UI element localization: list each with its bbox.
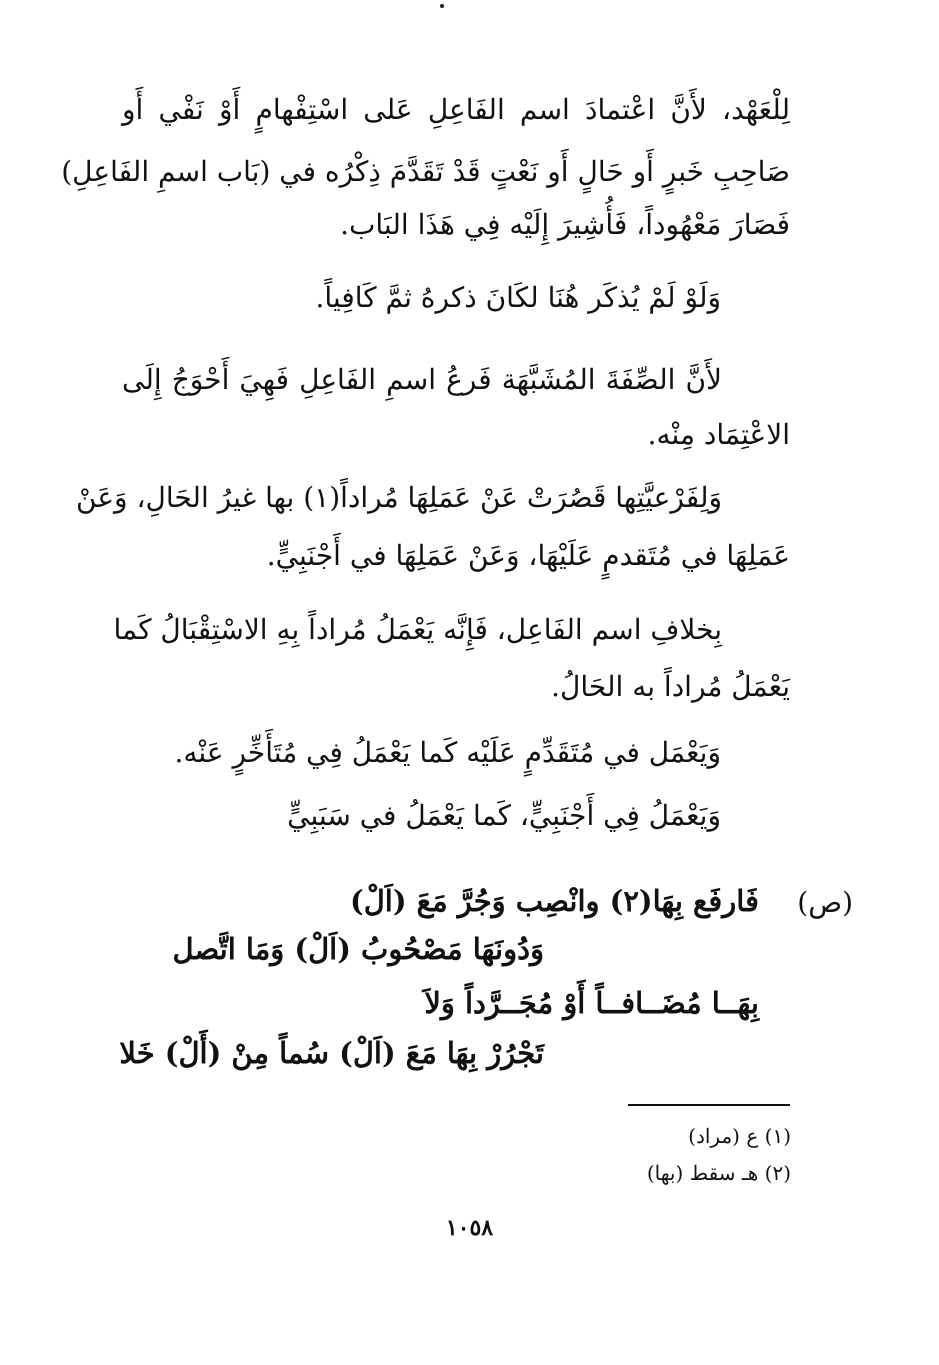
verse-line-2: وَدُونَهَا مَصْحُوبُ (اَلْ) وَمَا اتَّصل [172, 932, 544, 966]
paragraph-5-line-2: يَعْمَلُ مُراداً به الحَالُ. [551, 670, 790, 703]
footnote-1: (١) ع (مراد) [688, 1124, 791, 1148]
paragraph-3-line-1: لأَنَّ الصِّفَةَ المُشَبَّهَة فَرعُ اسمِ الفَاعِلِ فَهِيَ أَحْوَجُ إِلَى [122, 363, 722, 396]
paragraph-3-line-2: الاعْتِمَاد مِنْه. [647, 418, 790, 451]
verse-line-4: تَجْرُرْ بِهَا مَعَ (اَلْ) سُماً مِنْ (أَلْ) خَلا [119, 1036, 544, 1070]
paragraph-6-line-1: وَيَعْمَل في مُتَقَدِّمٍ عَلَيْه كَما يَعْمَلُ فِي مُتَأَخِّرٍ عَنْه. [174, 736, 721, 769]
page-number: ١٠٥٨ [445, 1215, 494, 1241]
paragraph-4-line-1: وَلِفَرْعيَّتِها قَصُرَتْ عَنْ عَمَلِهَا مُراداً(١) بها غيرُ الحَالِ، وَعَنْ [76, 481, 722, 514]
verse-label: (ص) [797, 886, 853, 919]
paragraph-2-line-1: وَلَوْ لَمْ يُذكَر هُنَا لكَانَ ذكرهُ ثمَّ كَافِياً. [315, 281, 721, 314]
top-dot-mark [440, 4, 444, 8]
paragraph-7-line-1: وَيَعْمَلُ فِي أَجْنَبِيٍّ، كَما يَعْمَلُ في سَبَبِيٍّ [287, 799, 721, 832]
verse-line-1: فَارفَع بِهَا(٢) وانْصِب وَجُرَّ مَعَ (اَلْ) [349, 884, 759, 918]
verse-line-3: بِهَــا مُضَــافــاً أَوْ مُجَــرَّداً وَلاَ [424, 986, 759, 1020]
footnote-divider [628, 1104, 790, 1106]
paragraph-1-line-1: لِلْعَهْد، لأَنَّ اعْتمادَ اسم الفَاعِلِ عَلى اسْتِفْهامٍ أَوْ نَفْي أَو [122, 93, 790, 126]
paragraph-4-line-2: عَمَلِهَا في مُتَقدمٍ عَلَيْهَا، وَعَنْ عَمَلِهَا في أَجْنَبِيٍّ. [266, 539, 790, 572]
paragraph-1-line-3: فَصَارَ مَعْهُوداً، فَأُشِيرَ إِلَيْه فِي هَذَا البَاب. [340, 208, 790, 241]
paragraph-5-line-1: بِخلافِ اسم الفَاعِل، فَإِنَّه يَعْمَلُ مُراداً بِهِ الاسْتِقْبَالُ كَما [113, 613, 722, 646]
footnote-2: (٢) هـ سقط (بها) [646, 1161, 791, 1185]
paragraph-1-line-2: صَاحِبِ خَبرٍ أَو حَالٍ أَو نَعْتٍ قَدْ تَقَدَّمَ ذِكْرُه في (بَاب اسمِ الفَاعِلِ) [61, 155, 790, 188]
